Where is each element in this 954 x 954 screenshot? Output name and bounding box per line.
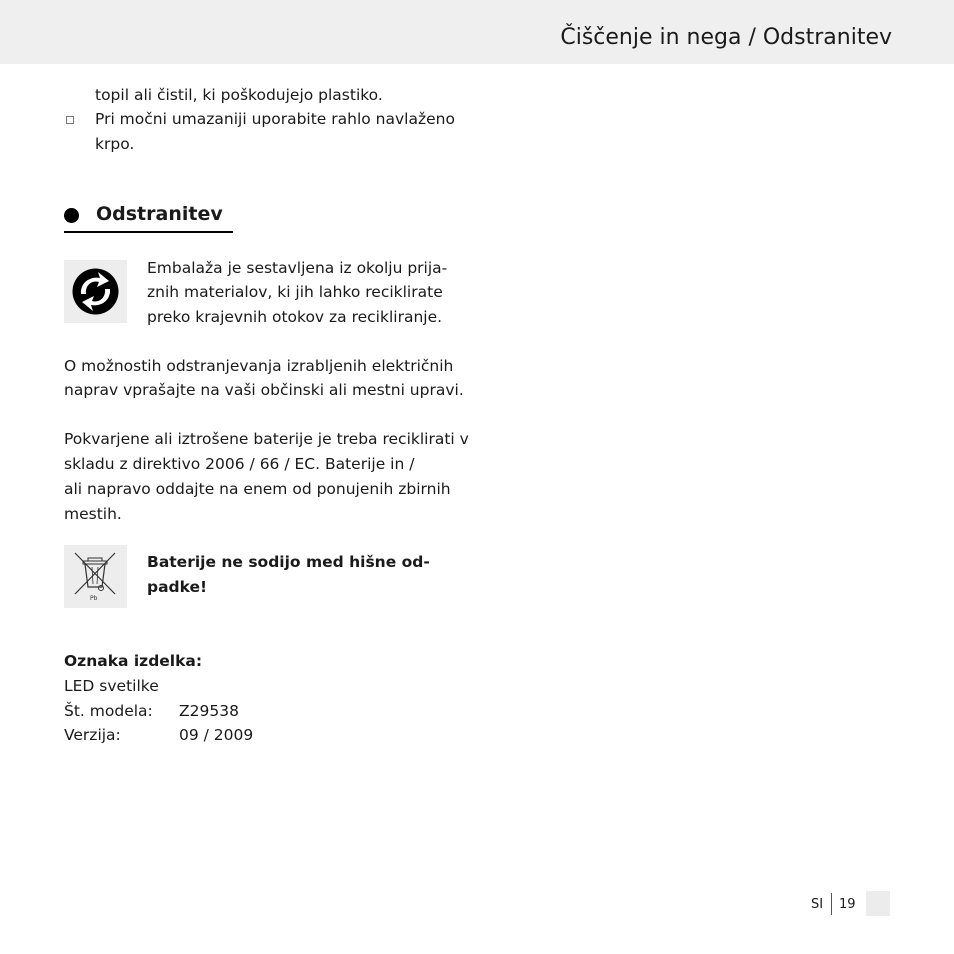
- section-title: Odstranitev: [96, 203, 223, 225]
- cleaning-text-line: topil ali čistil, ki poškodujejo plastiko.: [95, 86, 383, 104]
- batteries-text-line: mestih.: [64, 505, 122, 523]
- cleaning-bullet-line: Pri močni umazaniji uporabite rahlo navlaženo: [95, 110, 455, 128]
- devices-text-line: naprav vprašajte na vaši občinski ali mestni upravi.: [64, 381, 464, 399]
- battery-warning-line: Baterije ne sodijo med hišne od-: [147, 553, 430, 571]
- section-underline: [64, 231, 233, 233]
- packaging-text-line: znih materialov, ki jih lahko reciklirate: [147, 283, 443, 301]
- footer-separator: [831, 893, 832, 915]
- batteries-text-line: ali napravo oddajte na enem od ponujenih zbirnih: [64, 480, 451, 498]
- battery-icon-label: Pb: [90, 595, 98, 602]
- page-title: Čiščenje in nega / Odstranitev: [560, 25, 892, 50]
- batteries-text-line: skladu z direktivo 2006 / 66 / EC. Baterije in /: [64, 455, 415, 473]
- cleaning-bullet-line: krpo.: [95, 135, 135, 153]
- footer-language: SI: [811, 897, 824, 912]
- footer-tab-marker: [866, 891, 890, 916]
- version-label: Verzija:: [64, 726, 121, 744]
- battery-warning-line: padke!: [147, 578, 208, 596]
- product-heading: Oznaka izdelka:: [64, 652, 203, 670]
- model-value: Z29538: [179, 702, 239, 720]
- green-dot-recycling-icon: [64, 260, 127, 323]
- bullet-square-icon: [66, 116, 74, 124]
- section-bullet-icon: [64, 208, 79, 223]
- devices-text-line: O možnostih odstranjevanja izrabljenih električnih: [64, 357, 454, 375]
- model-label: Št. modela:: [64, 702, 153, 720]
- packaging-text-line: preko krajevnih otokov za recikliranje.: [147, 308, 443, 326]
- batteries-text-line: Pokvarjene ali iztrošene baterije je treba reciklirati v: [64, 430, 469, 448]
- page-number: 19: [839, 897, 856, 912]
- version-value: 09 / 2009: [179, 726, 254, 744]
- product-name: LED svetilke: [64, 677, 159, 695]
- packaging-text-line: Embalaža je sestavljena iz okolju prija-: [147, 259, 448, 277]
